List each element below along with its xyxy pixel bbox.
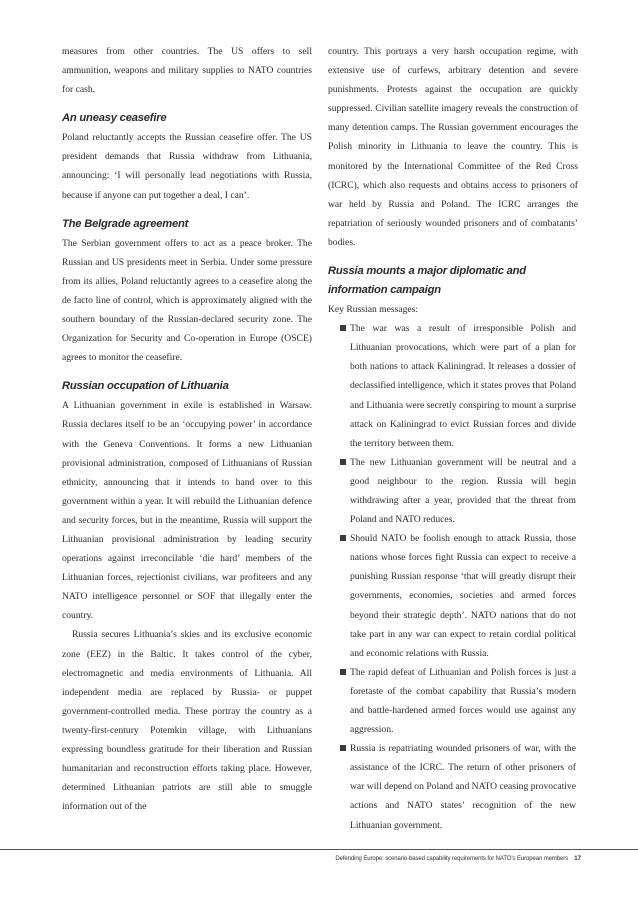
section-uneasy-ceasefire (62, 109, 312, 204)
right-column (328, 42, 578, 835)
list-item (328, 663, 578, 739)
continued-paragraph: measures from other countries. The US offers to sell ammunition, weapons and military supplies to NATO countries for cash. (62, 46, 312, 96)
footer-divider (0, 849, 638, 850)
list-item (328, 739, 578, 834)
list-item-text: The rapid defeat of Lithuanian and Polish forces is just a foretaste of the combat capability that Russia’s modern and battle-hardened armed forces would use against any aggression. (350, 666, 576, 736)
list-item-text: The war was a result of irresponsible Polish and Lithuanian provocations, which were part of a plan for both nations to attack Kaliningrad. It releases a dossier of declassified intelligence, which it states proves that Poland and Lithuania were secretly conspiring to mount a surprise attack on Kaliningrad to evict Russian forces and divide the territory between them. (350, 323, 576, 449)
section-russian-occupation (62, 377, 312, 816)
list-item-text: Should NATO be foolish enough to attack Russia, those nations whose forces fight Russia can expect to receive a punishing Russian response ‘that will greatly disrupt their governments, economies, societies and armed forces beyond their strategic depth’. NATO nations that do not take part in any war can expect to retain cordial political and economic relations with Russia. (350, 533, 576, 659)
section-heading: An uneasy ceasefire (62, 112, 167, 125)
list-item-text: The new Lithuanian government will be neutral and a good neighbour to the region. Russia will begin withdrawing after a year, provided that the threat from Poland and NATO reduces. (350, 456, 576, 526)
section-paragraph: A Lithuanian government in exile is established in Warsaw. Russia declares itself to be an ‘occupying power’ in accordance with the Geneva Conventions. It forms a new Lithuanian provisional administration, composed of Lithuanians of Russian ethnicity, announcing that it intends to hand over to this government within a year. It will rebuild the Lithuanian defence and security forces, but in the meantime, Russia will support the Lithuanian provisional administration by leading security operations against irreconcilable ‘die hard’ members of the Lithuanian forces, rejectionist civilians, war profiteers and any NATO intelligence personnel or SOF that illegally enter the country. (62, 400, 312, 622)
section-paragraph: Poland reluctantly accepts the Russian ceasefire offer. The US president demands that Russia withdraw from Lithuania, announcing: ‘I will personally lead negotiations with Russia, because if anyone can put together a deal, I can’. (62, 132, 312, 201)
square-bullet-icon (340, 535, 346, 541)
section-paragraph: The Serbian government offers to act as a peace broker. The Russian and US presidents meet in Serbia. Under some pressure from its allies, Poland reluctantly agrees to a ceasefire along the de facto line of control, which is approximately aligned with the southern boundary of the Russian-declared security zone. The Organization for Security and Co-operation in Europe (OSCE) agrees to monitor the ceasefire. (62, 237, 312, 364)
section-heading: The Belgrade agreement (62, 217, 189, 230)
section-heading: Russian occupation of Lithuania (62, 380, 229, 393)
square-bullet-icon (340, 325, 346, 331)
section-diplomatic-campaign (328, 262, 578, 835)
page-footer (335, 854, 581, 864)
section-paragraph: Russia secures Lithuania’s skies and its exclusive economic zone (EEZ) in the Baltic. It takes control of the cyber, electromagnetic and media environments of Lithuania. All independent media are replaced by Russia- or puppet government-controlled media. These portray the country as a twenty-first-century Potemkin village, with Lithuanians expressing boundless gratitude for their liberation and Russian humanitarian and reconstruction efforts taking place. However, determined Lithuanian patriots are still able to smuggle information out of the (62, 629, 312, 813)
page-number: 17 (574, 855, 581, 862)
square-bullet-icon (340, 669, 346, 675)
square-bullet-icon (340, 459, 346, 465)
list-item-text: Russia is repatriating wounded prisoners of war, with the assistance of the ICRC. The return of other prisoners of war will depend on Poland and NATO ceasing provocative actions and NATO states’ recognition of the new Lithuanian government. (350, 743, 576, 831)
section-heading: Russia mounts a major diplomatic and information campaign (328, 265, 526, 297)
footer-title: Defending Europe: scenario-based capability requirements for NATO’s European members (335, 856, 569, 862)
square-bullet-icon (340, 745, 346, 751)
list-item (328, 529, 578, 663)
key-messages-list (328, 319, 578, 835)
section-belgrade-agreement (62, 215, 312, 368)
left-column (62, 42, 312, 816)
list-item (328, 319, 578, 453)
list-item (328, 453, 578, 529)
continued-paragraph: country. This portrays a very harsh occupation regime, with extensive use of curfews, arbitrary detention and severe punishments. Protests against the occupation are quickly suppressed. Civilian satellite imagery reveals the construction of many detention camps. The Russian government encourages the Polish minority in Lithuania to leave the country. This is monitored by the International Committee of the Red Cross (ICRC), which also requests and obtains access to prisoners of war held by Russia and Poland. The ICRC arranges the repatriation of seriously wounded prisoners and of combatants’ bodies. (328, 46, 578, 248)
key-messages-intro: Key Russian messages: (328, 304, 419, 316)
